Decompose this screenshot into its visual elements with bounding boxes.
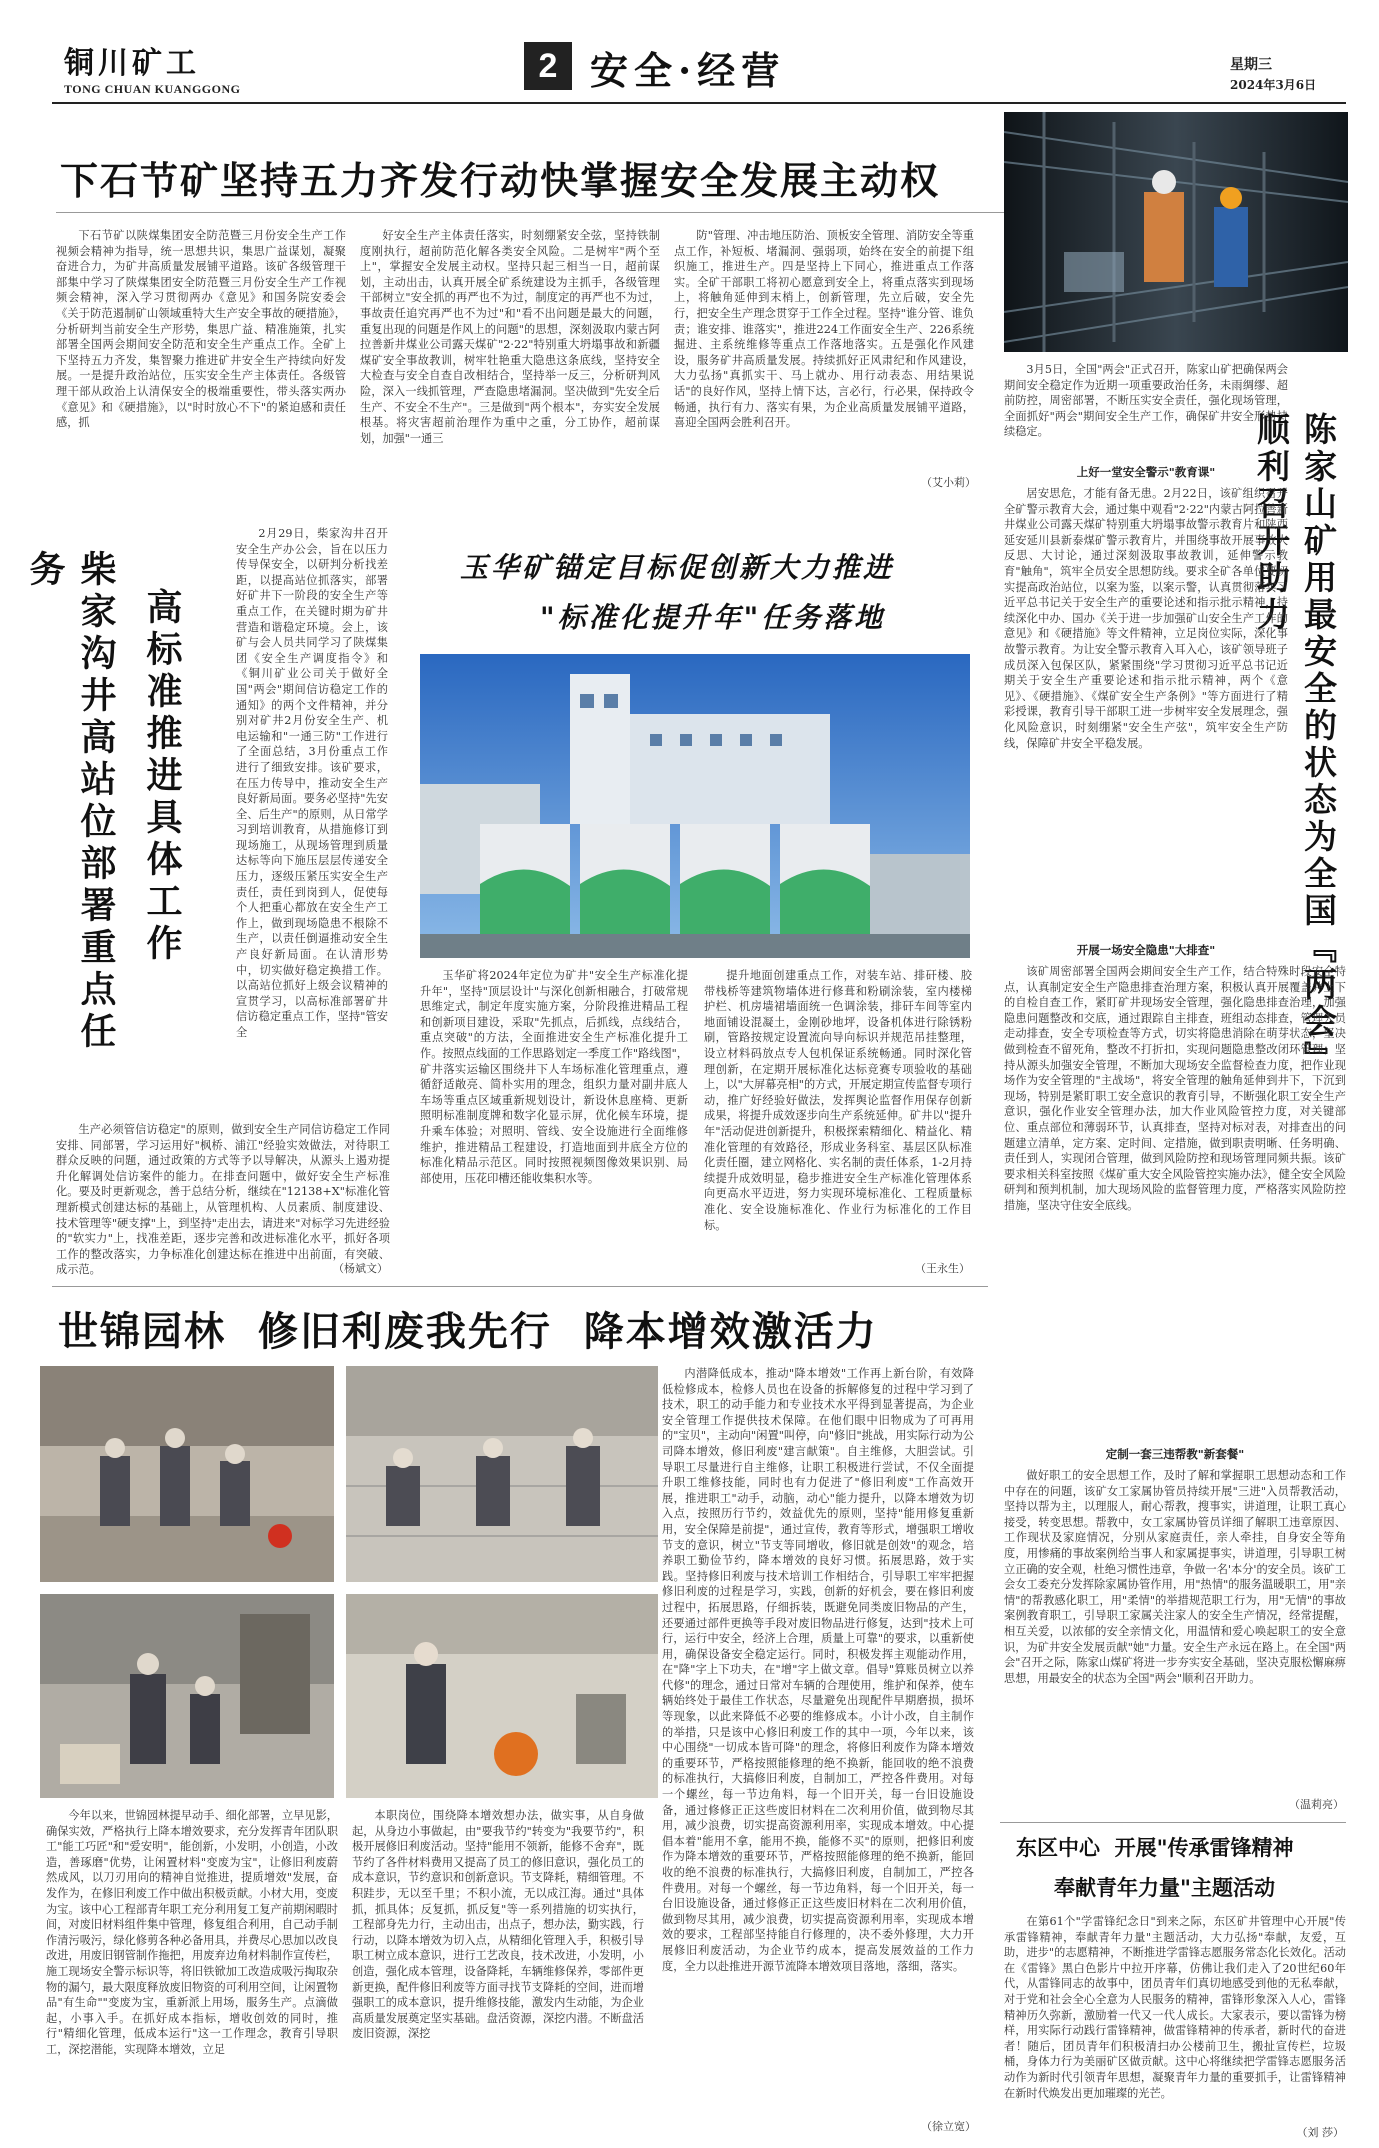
article2-headline-left: 柴家沟井高站位部署重点任务 <box>24 550 117 1054</box>
article3-column-1: 玉华矿将2024年定位为矿井"安全生产标准化提升年"，坚持"顶层设计"与深化创新相融合，打破常规思维定式，制定年度实施方案，分阶段推进精品工程和创新项目建设，采取"先抓点，后抓线，点线结合，重点突破"的方法，全面推进安全生产标准化提升工作。按照点线面的工作思路划定一季度工作"路线图"，矿井落实运输区围绕井下人车场标准化管理重点，遵循舒适敞亮、简朴实用的理念，组织力量对副井底人车场等重点区域重新规划设计，新设休息座椅、更新照明标准制度牌和数字化显示屏，优化候车环境，提升乘车体验；对照明、管线、安全设施进行全面维修维护，推进精品工程建设，打造地面到井底全方位的标准化精品示范区。同时按照视频图像效果识别、局部使用，压花印槽还能收集积水等。 <box>420 969 688 1185</box>
gardening-photo-1 <box>40 1366 334 1582</box>
masthead-name: 铜川矿工 <box>64 46 200 81</box>
article1-column-1: 下石节矿以陕煤集团安全防范暨三月份安全生产工作视频会精神为指导，统一思想共识，集思广益谋划，凝聚奋进合力，为矿井高质量发展铺平道路。该矿各级管理干部集中学习了陕煤集团安全防范暨三月份安全生产工作视频会精神，深入学习贯彻两办《意见》和国务院安委会《关于防范遏制矿山领域重特大生产安全事故的硬措施》，分析研判当前安全生产形势，集思广益、精准施策，扎实部署全国两会期间安全防范和安全生产重点工作。全矿上下坚持五力齐发，集智聚力推进矿井安全生产持续向好发展。一是提升政治站位，压实安全生产主体责任。各级管理干部从政治上认清保安全的极端重要性，带头落实两办《意见》和《硬措施》，以"时时放心不下"的紧迫感和责任感，抓 <box>56 229 346 430</box>
article1-byline: （艾小莉） <box>921 476 976 489</box>
section-title: 安全·经营 <box>590 48 786 93</box>
gardening-photo-3 <box>40 1594 334 1798</box>
gardening-photo-4 <box>346 1594 658 1798</box>
page-number: 2 <box>524 42 572 90</box>
article4-section-3: 做好职工的安全思想工作，及时了解和掌握职工思想动态和工作中存在的问题，该矿女工家属协管员持续开展"三进"入员帮教活动，坚持以帮为主，以理服人，耐心帮教，搜事实，讲道理，让职工真心接受，转变思想。帮教中，女工家属协管员详细了解职工违章原因、工作现状及家庭情况，分别从家庭责任，亲人牵挂，自身安全等角度，用惨痛的事故案例给当事人和家属提事实，讲道理，引导职工树立正确的安全观，杜绝习惯性违章，争做一名'本分'的安全员。该矿工会女工委充分发挥除家属协管作用，用"热情"的服务温暖职工，用"亲情"的帮教感化职工，用"柔情"的举措规范职工行为，用"无情"的事故案例教育职工，引导职工家属关注家人的安全生产情况，经常提醒，相互关爱，以浓郁的安全亲情文化，用温情和爱心唤起职工的安全意识，为矿井安全发展贡献"她"力量。安全生产永远在路上。在全国"两会"召开之际，陈家山煤矿将进一步夯实安全基础，坚决克服松懈麻痹思想，用最安全的状态为全国"两会"顺利召开助力。 <box>1004 1469 1346 1685</box>
weekday: 星期三 <box>1230 57 1272 73</box>
article5-byline: （徐立宽） <box>921 2120 976 2133</box>
article4-intro: 3月5日，全国"两会"正式召开，陈家山矿把确保两会期间安全稳定作为近期一项重要政治任务，未雨绸缪、超前防控，周密部署，不断压实安全责任，强化现场管理，全面抓好"两会"期间安全生产工作，确保矿井安全形势持续稳定。 <box>1004 363 1288 439</box>
article4-byline: （温莉亮） <box>1289 1798 1344 1811</box>
article2-byline: （杨斌文） <box>333 1262 388 1275</box>
gardening-photo-2 <box>346 1366 658 1582</box>
article4-headline: 陈家山矿用最安全的状态为全国『两会』顺利召开助力 <box>1252 412 1338 1062</box>
article5-headline: 世锦园林 修旧利废我先行 降本增效激活力 <box>58 1308 878 1355</box>
issue-date: 2024年3月6日 <box>1230 78 1317 92</box>
masthead-name-english: TONG CHUAN KUANGGONG <box>64 82 241 96</box>
article1-column-2: 好安全生产主体责任落实，时刻绷紧安全弦，坚持铁制度刚执行，超前防范化解各类安全风险。二是树牢"两个至上"，掌握安全发展主动权。坚持只起三相当一日，超前谋划，主动出击，认真开展全矿系统建设为主抓手，各级管理干部树立"安全抓的再严也不为过，制度定的再严也不为过，事故责任追究再严也不为过"和"看不出问题是最大的问题，重复出现的问题是作风上的问题"的思想，深刻汲取内蒙古阿拉善新井煤业公司露天煤矿"2·22"特别重大坍塌事故和新疆煤矿安全事故教训，树牢牡艳重大隐患这条底线，坚持安全大检查与安全自查自改相结合，坚持举一反三，分析研判风险，深入一线抓管理，严查隐患堵漏洞。坚决做到"先安全后生产、不安全不生产"。三是做到"两个根本"，夯实安全发展根基。将灾害超前治理作为重中之重，分工协作，超前谋划，加强"一通三 <box>360 229 660 445</box>
article3-byline: （王永生） <box>915 1262 970 1275</box>
article4-section-2: 该矿周密部署全国两会期间安全生产工作，结合特殊时段安全特点，认真制定安全生产隐患排查治理方案，积极认真开展覆盖井上下的自检自查工作，紧盯矿井现场安全管理，强化隐患排查治理，加强隐患问题整改和交底，通过跟踪自主排查，班组动态排查，管理人员走动排查，安全专项检查等方式，切实将隐患消除在萌芽状态，坚决做到检查不留死角，整改不打折扣，实现问题隐患整改闭环管理；坚持从源头加强安全管理，不断加大现场安全监督检查力度，把作业现场作为安全管理的"主战场"，将安全管理的触角延伸到井下，下沉到现场，特别是紧盯职工安全意识的教育引导，不断强化职工安全生产意识，强化作业安全管理办法，加大作业风险管控力度，对关键部位、重点部位和薄弱环节，认真排查，坚持对标对表，对排查出的问题建立清单，定方案、定时间、定措施，做到职责明晰、任务明确、责任到人，实现闭合管理，做到风险防控和现场管理同频共振。该矿要求相关科室按照《煤矿重大安全风险管控实施办法》，健全安全风险研判和预判机制，加大现场风险的监督管理力度，严格落实风险防控措施，坚决守住安全底线。 <box>1004 965 1346 1212</box>
article6-top-rule <box>1000 1822 1346 1823</box>
article3-headline-line1: 玉华矿锚定目标促创新大力推进 <box>460 551 895 584</box>
article1-headline-rule <box>56 212 1016 213</box>
article4-section-1: 居安思危，才能有备无患。2月22日，该矿组织召开全矿警示教育大会，通过集中观看"2·22"内蒙古阿拉善新井煤业公司露天煤矿特别重大坍塌事故警示教育片和陕西延安延川县新泰煤矿警示教育片，并围绕事故开展事故大反思、大讨论，通过深刻汲取事故教训，延伸警示教育"触角"，筑牢全员安全思想防线。要求全矿各单位要切实提高政治站位，以案为鉴，以案示警，认真贯彻落实习近平总书记关于安全生产的重要论述和指示批示精神，持续深化中办、国办《关于进一步加强矿山安全生产工作的意见》和《硬措施》等文件精神，立足岗位实际，深化事故警示教育。为让安全警示教育入耳入心，该矿领导班子成员深入包保区队，紧紧围绕"学习贯彻习近平总书记近期关于安全生产重要论述和指示批示精神，两个《意见》、《硬措施》、《煤矿安全生产条例》"等方面进行了精彩授课，教育引导干部职工进一步树牢安全发展理念，强化风险意识，时刻绷紧"安全生产弦"，筑牢安全生产防线，保障矿井安全平稳发展。 <box>1004 487 1288 750</box>
article1-headline: 下石节矿坚持五力齐发行动快掌握安全发展主动权 <box>60 158 941 203</box>
article6-headline-line1: 东区中心 开展"传承雷锋精神 <box>1016 1835 1294 1860</box>
article4-subhead-3: 定制一套三违帮教"新套餐" <box>1105 1447 1245 1461</box>
article6-byline: （刘 莎） <box>1296 2126 1344 2139</box>
article5-column-3: 内潜降低成本，推动"降本增效"工作再上新台阶，有效降低检修成本，检修人员也在设备的拆解修复的过程中学习到了技术，职工的动手能力和专业技术水平得到显著提高，为企业安全管理工作提供技术保障。在他们眼中旧物成为了可再用的"宝贝"，主动向"闲置"叫停，向"修旧"挑战，用实际行动为公司降本增效，修旧利废"建言献策"。自主维修，大胆尝试。引导职工尽量进行自主维修，让职工积极进行尝试，不仅全面提升职工维修技能，同时也有力促进了"修旧利废"工作高效开展，推进职工"动手，动脑，动心"能力提升，以降本增效为切入点，按照历行节约，效益优先的原则，坚持"能用修复重新用，安全保障是前提"，通过宣传，教育等形式，增强职工增收节支的意识，树立"节支等同增收，修旧就是创效"的观念，培养职工勤俭节约，降本增效的良好习惯。拓展思路，效于实践。坚持修旧利废与技术培训工作相结合，引导职工牢牢把握修旧利废的过程是学习，实践，创新的好机会，要在修旧利废过程中，拓展思路，仔细拆装，既避免同类废旧物品的产生，还要通过部件更换等手段对废旧物品进行修复，达到"技术上可行，运行中安全，经济上合理，质量上可靠"的要求，以重新使用，确保设备安全稳定运行。同时，积极发挥主观能动作用，在"降"字上下功夫，在"增"字上做文章。倡导"算账员树立以养代修"的理念，通过日常对车辆的合理使用，维护和保养，使车辆始终处于最佳工作状态，尽量避免出现配件早期磨损，损坏等现象，以此来降低不必要的维修成本。小计小改，自主制作的举措，只是该中心修旧利废工作的其中一项，今年以来，该中心围绕"一切成本皆可降"的理念，将修旧利废作为降本增效的重要环节，严格按照能修理的绝不换新，能回收的绝不浪费的标准执行，大搞修旧利废，自制加工，严控各件费用。对每一个螺丝，每一节边角料，每一个旧开关，每一台旧设施设备，通过修修正正这些废旧材料在二次利用价值，做到物尽其用，减少浪费，切实提高资源利用率，实现成本增效。中心提倡本着"能用不拿，能用不换，能修不买"的原则，把修旧利废作为降本增效的重要环节，严格按照能修理的绝不换新，能回收的绝不浪费的标准执行，大搞修旧利废，自制加工，严控各件费用。对每一个螺丝，每一节边角料，每一个旧开关，每一台旧设施设备，通过修修正正这些废旧材料在二次利用价值，做到物尽其用，减少浪费，切实提高资源利用率，实现成本增效的要求，工程部坚持能自行修理的，决不委外修理，大力开展修旧利废活动，为企业节约成本，提高发展效益的工作力度，全力以赴推进开源节流降本增效项目落地，落细，落实。 <box>662 1367 974 1973</box>
article2-column-bottom: 生产必须管信访稳定"的原则，做到安全生产同信访稳定工作同安排、同部署，学习运用好"枫桥、浦江"经验实效做法，对待职工群众反映的问题，通过政策的方式等予以导解决，从源头上遏劝提升化解调处信访案件的能力。在排查问题中，做好安全生产标准化。要及时更新观念，善于总结分析，继续在"12138+X"标准化管理新模式创建达标的基础上，从管理机构、人员素质、制度建设、技术管理等"硬支撑"上，到坚持"走出去，请进来"对标学习先进经验的"软实力"上，找准差距，逐步完善和改进标准化水平，抓好各项工作的整改落实，力争标准化创建达标在推进中出前面，有突破、成示范。 <box>56 1123 390 1277</box>
article2-column-top: 2月29日，柴家沟井召开安全生产办公会，旨在以压力传导保安全，以研判分析找差距，以提高站位抓落实，部署好矿井下一阶段的安全生产等重点工作，在关键时期为矿井营造和谐稳定环境。会上，该矿与会人员共同学习了陕煤集团《安全生产调度指令》和《铜川矿业公司关于做好全国"两会"期间信访稳定工作的通知》的两个文件精神，并分别对矿井2月份安全生产、机电运输和"一通三防"工作进行了全面总结，3月份重点工作进行了细致安排。该矿要求，在压力传导中，推动安全生产良好新局面。要务必坚持"先安全、后生产"的原则，从日常学习到培训教育，从措施修订到现场施工，从现场管理到质量达标等向下施压层层传递安全压力，逐级压紧压实安全生产责任，责任到岗到人，促使每个人把重心都放在安全生产工作上，做到现场隐患不根除不生产，以责任倒逼推动安全生产良好新局面。在认清形势中，切实做好稳定换措工作。以高站位抓好上级会议精神的宣贯学习，以高标准部署矿井信访稳定重点工作，坚持"管安全 <box>236 527 388 1039</box>
article2-headline-right: 高标准推进具体工作 <box>141 588 183 966</box>
article4-subhead-2: 开展一场安全隐患"大排查" <box>1076 943 1216 957</box>
article1-column-3: 防"管理、冲击地压防治、顶板安全管理、消防安全等重点工作，补短板、堵漏洞、强弱项，始终在安全的前提下组织施工，推进生产。四是坚持上下同心，推进重点工作落实。全矿干部职工将初心愿意到安全上，将重点落实到现场上，将触角延伸到末梢上，创新管理，先立后破，安全先行，把安全生产理念贯穿于工作全过程。坚持"谁分管、谁负责；谁安排、谁落实"，推进224工作面安全生产、226系统掘进、主系统维修等重点工作落地落实。五是强化作风建设，服务矿井高质量发展。持续抓好正风肃纪和作风建设，大力弘扬"真抓实干、马上就办、用行动表态、用结果说话"的良好作风，坚持上情下达，言必行，行必果，保持政令畅通，执行有力、落实有果，为企业高质量发展铺平道路，喜迎全国两会胜利召开。 <box>674 229 974 430</box>
silo-facility-photo <box>420 654 970 958</box>
article3-headline-line2: "标准化提升年"任务落地 <box>540 601 886 634</box>
article4-subhead-1: 上好一堂安全警示"教育课" <box>1076 465 1216 479</box>
article5-top-rule <box>52 1286 988 1287</box>
article3-column-2: 提升地面创建重点工作，对装车站、排矸楼、胶带栈桥等建筑物墙体进行修葺和粉刷涂装，室内楼梯护栏、机房墙裙墙面统一色调涂装，排矸车间等室内地面铺设混凝土，金刚砂地坪，设备机体进行除锈粉刷，管路按规定设置流向导向标识并规范吊挂整理，设立材料码放点专人包机保证系统畅通。同时深化管理创新，在定期开展标准化达标竞赛专项验收的基础上，以"大屏幕亮相"的方式，开展定期宣传监督专项行动，推广好经验好做法，发挥舆论监督作用保存创新成果，将提升成效逐步向生产系统延伸。矿井以"提升年"活动促进创新提升，积极探索精细化、精益化、精准化管理的有效路径，形成业务科室、基层区队标准化责任圈，建立网格化、实名制的责任体系，1-2月持续提升成效明显，稳步推进安全生产标准化管理体系向更高水平迈进，努力实现环境标准化、工程质量标准化、安全设施标准化、作业行为标准化的工作目标。 <box>704 969 972 1232</box>
mine-worker-photo <box>1004 112 1348 352</box>
article6-headline-line2: 奉献青年力量"主题活动 <box>1054 1875 1275 1900</box>
article5-column-2: 本职岗位，围绕降本增效想办法，做实事，从自身做起，从身边小事做起，由"要我节约"转变为"我要节约"，积极开展修旧利废活动。坚持"能用不领新，能修不舍弃"，既节约了各件材料费用又提高了员工的修旧意识，强化员工的成本意识，节约意识和创新意识。节支降耗，精细管理。不积跬步，无以至千里；不积小流，无以成江海。通过"具体抓，抓具体；反复抓，抓反复"等一系列措施的切实执行，工程部身先力行，主动出击，出点子，想办法，勤实践，行行动，以降本增效为切入点，从精细化管理入手，积极引导职工树立成本意识，进行工艺改良，技术改进，小发明，小创造，强化成本管理，设备降耗，车辆维修保养，零部件更新更换，配件修旧利废等方面寻找节支降耗的空间，进而增强职工的成本意识，提升维修技能，激发内生动能，为企业高质量发展奠定坚实基础。盘活资源，深挖内潜。不断盘活废旧资源，深挖 <box>352 1809 644 2041</box>
masthead-rule <box>52 102 1346 104</box>
article5-column-1: 今年以来，世锦园林提早动手、细化部署，立早见影，确保实效，严格执行上降本增效要求，充分发挥青年团队职工"能工巧匠"和"爱安明"，能创新，小发明，小创造，小改造，善琢磨"优势，让闲置材料"变废为宝"，让修旧利废蔚然成风，以刀刃用向的精神自觉推进，提质增效"发展，奋发作为，在修旧利废工作中做出积极贡献。小材大用，变废为宝。该中心工程部青年职工充分利用复工复产前期闲暇时间，对废旧材料组件集中管理，修复组合利用，自己动手制作清污吸污，绿化修剪各种必备用具，并费尽心思加以改良改进，用废旧钢管制作拖把，用废弃边角材料制作宣传栏，施工现场安全警示标识等，将旧铁锨加工改造成吸污掏取杂物的漏勺，最大限度释放废旧物资的可利用空间，让闲置物品"有生命""变废为宝，重新派上用场，服务生产。点滴做起，小事入手。在抓好成本指标，增收创效的同时，推行"精细化管理，低成本运行"这一工作理念，教育引导职工，深挖潜能，实现降本增效，立足 <box>46 1809 338 2056</box>
article6-body: 在第61个"学雷锋纪念日"到来之际，东区矿井管理中心开展"传承雷锋精神，奉献青年力量"主题活动，大力弘扬"奉献，友爱，互助，进步"的志愿精神，不断推进学雷锋志愿服务常态化长效化。活动在《雷锋》黑白色影片中拉开序幕，仿佛让我们走入了20世纪60年代，从雷锋同志的故事中，团员青年们真切地感受到他的无私奉献，对于党和社会全心全意为人民服务的精神，雷锋形象深入人心，雷锋精神历久弥新，激励着一代又一代人成长。大家表示，要以雷锋为榜样，用实际行动践行雷锋精神，做雷锋精神的传承者，新时代的奋进者！随后，团员青年们积极清扫办公楼前卫生，搬扯宣传栏，垃圾桶，身体力行为美丽矿区做贡献。这中心将继续把学雷锋志愿服务活动作为新时代引领青年思想，凝聚青年力量的重要抓手，让雷锋精神在新时代焕发出更加璀璨的光芒。 <box>1004 1915 1346 2100</box>
